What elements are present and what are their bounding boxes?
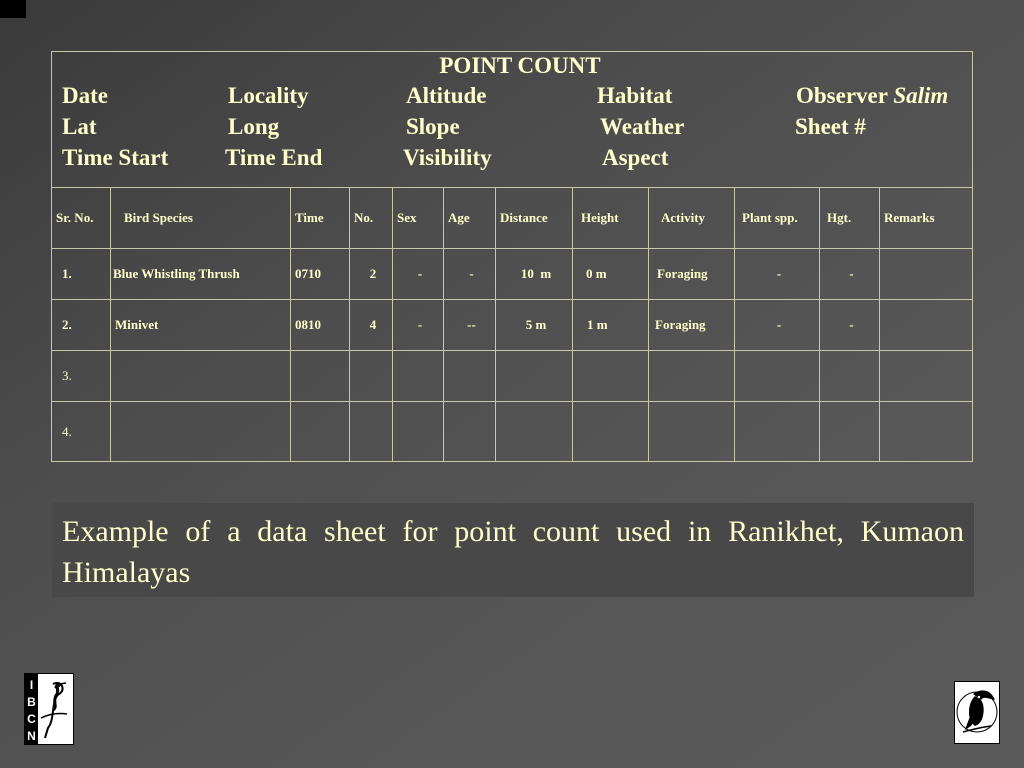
logo-letter: N bbox=[27, 729, 36, 743]
column-header: Height bbox=[573, 188, 649, 249]
table-cell: 0710 bbox=[291, 249, 350, 300]
column-header: Remarks bbox=[880, 188, 973, 249]
column-header: Distance bbox=[496, 188, 573, 249]
table-cell bbox=[393, 351, 444, 402]
table-row bbox=[52, 249, 973, 300]
table-row bbox=[52, 402, 973, 462]
column-header: Time bbox=[291, 188, 350, 249]
table-cell: - bbox=[393, 249, 444, 300]
field-time-end: Time End bbox=[225, 145, 323, 170]
field-time-start: Time Start bbox=[62, 145, 169, 170]
table-row bbox=[52, 351, 973, 402]
field-weather: Weather bbox=[600, 114, 685, 139]
table-cell: 0810 bbox=[291, 300, 350, 351]
field-lat: Lat bbox=[62, 114, 97, 139]
observer-label: Observer bbox=[796, 83, 888, 108]
table-header-row bbox=[52, 188, 973, 249]
field-altitude: Altitude bbox=[406, 83, 487, 108]
table-cell: 3. bbox=[52, 351, 111, 402]
table-cell bbox=[444, 402, 496, 462]
field-sheet-number: Sheet # bbox=[795, 114, 866, 139]
field-observer bbox=[796, 83, 948, 109]
table-cell: - bbox=[735, 249, 820, 300]
table-cell: Foraging bbox=[649, 249, 735, 300]
observer-name: Salim bbox=[893, 83, 949, 108]
point-count-header bbox=[51, 51, 973, 188]
table-row bbox=[52, 300, 973, 351]
table-cell: - bbox=[820, 300, 880, 351]
corner-mark bbox=[0, 0, 26, 18]
table-cell: 2. bbox=[52, 300, 111, 351]
table-cell: Foraging bbox=[649, 300, 735, 351]
ibcn-logo-icon bbox=[24, 673, 74, 745]
column-header: Hgt. bbox=[820, 188, 880, 249]
table-cell bbox=[444, 351, 496, 402]
logo-letter: C bbox=[27, 712, 36, 726]
table-cell: 4. bbox=[52, 402, 111, 462]
table-cell bbox=[291, 351, 350, 402]
hornbill-logo-icon bbox=[954, 681, 1000, 744]
table-cell bbox=[735, 402, 820, 462]
table-cell: -- bbox=[444, 300, 496, 351]
field-slope: Slope bbox=[406, 114, 460, 139]
field-locality: Locality bbox=[228, 83, 309, 108]
table-cell bbox=[350, 402, 393, 462]
logo-letter: I bbox=[29, 678, 34, 692]
field-habitat: Habitat bbox=[597, 83, 673, 108]
table-cell: Minivet bbox=[111, 300, 291, 351]
table-cell: 4 bbox=[350, 300, 393, 351]
table-cell: Blue Whistling Thrush bbox=[111, 249, 291, 300]
table-cell: 10 m bbox=[496, 249, 573, 300]
column-header: Bird Species bbox=[111, 188, 291, 249]
column-header: Age bbox=[444, 188, 496, 249]
table-cell: - bbox=[393, 300, 444, 351]
table-cell: - bbox=[820, 249, 880, 300]
table-cell: 5 m bbox=[496, 300, 573, 351]
table-cell bbox=[880, 300, 973, 351]
table-cell bbox=[820, 402, 880, 462]
table-cell bbox=[880, 351, 973, 402]
field-date: Date bbox=[62, 83, 108, 108]
column-header: Sr. No. bbox=[52, 188, 111, 249]
table-cell bbox=[820, 351, 880, 402]
table-cell bbox=[880, 402, 973, 462]
point-count-table bbox=[51, 187, 973, 462]
table-cell bbox=[393, 402, 444, 462]
table-cell bbox=[111, 402, 291, 462]
slide-caption: Example of a data sheet for point count used in Ranikhet, Kumaon Himalayas bbox=[52, 503, 974, 597]
table-cell bbox=[735, 351, 820, 402]
table-cell bbox=[649, 351, 735, 402]
column-header: No. bbox=[350, 188, 393, 249]
table-cell bbox=[496, 402, 573, 462]
column-header: Activity bbox=[649, 188, 735, 249]
table-cell: - bbox=[444, 249, 496, 300]
field-aspect: Aspect bbox=[602, 145, 669, 170]
column-header: Sex bbox=[393, 188, 444, 249]
table-cell bbox=[496, 351, 573, 402]
table-cell bbox=[880, 249, 973, 300]
field-long: Long bbox=[228, 114, 280, 139]
table-cell: 1 m bbox=[573, 300, 649, 351]
table-cell: 0 m bbox=[573, 249, 649, 300]
field-visibility: Visibility bbox=[403, 145, 492, 170]
table-cell: - bbox=[735, 300, 820, 351]
table-cell bbox=[111, 351, 291, 402]
table-cell bbox=[350, 351, 393, 402]
table-cell bbox=[291, 402, 350, 462]
table-cell bbox=[573, 402, 649, 462]
logo-letter: B bbox=[27, 695, 36, 709]
table-cell bbox=[649, 402, 735, 462]
sheet-title: POINT COUNT bbox=[439, 53, 601, 78]
column-header: Plant spp. bbox=[735, 188, 820, 249]
table-cell: 1. bbox=[52, 249, 111, 300]
table-cell bbox=[573, 351, 649, 402]
table-cell: 2 bbox=[350, 249, 393, 300]
